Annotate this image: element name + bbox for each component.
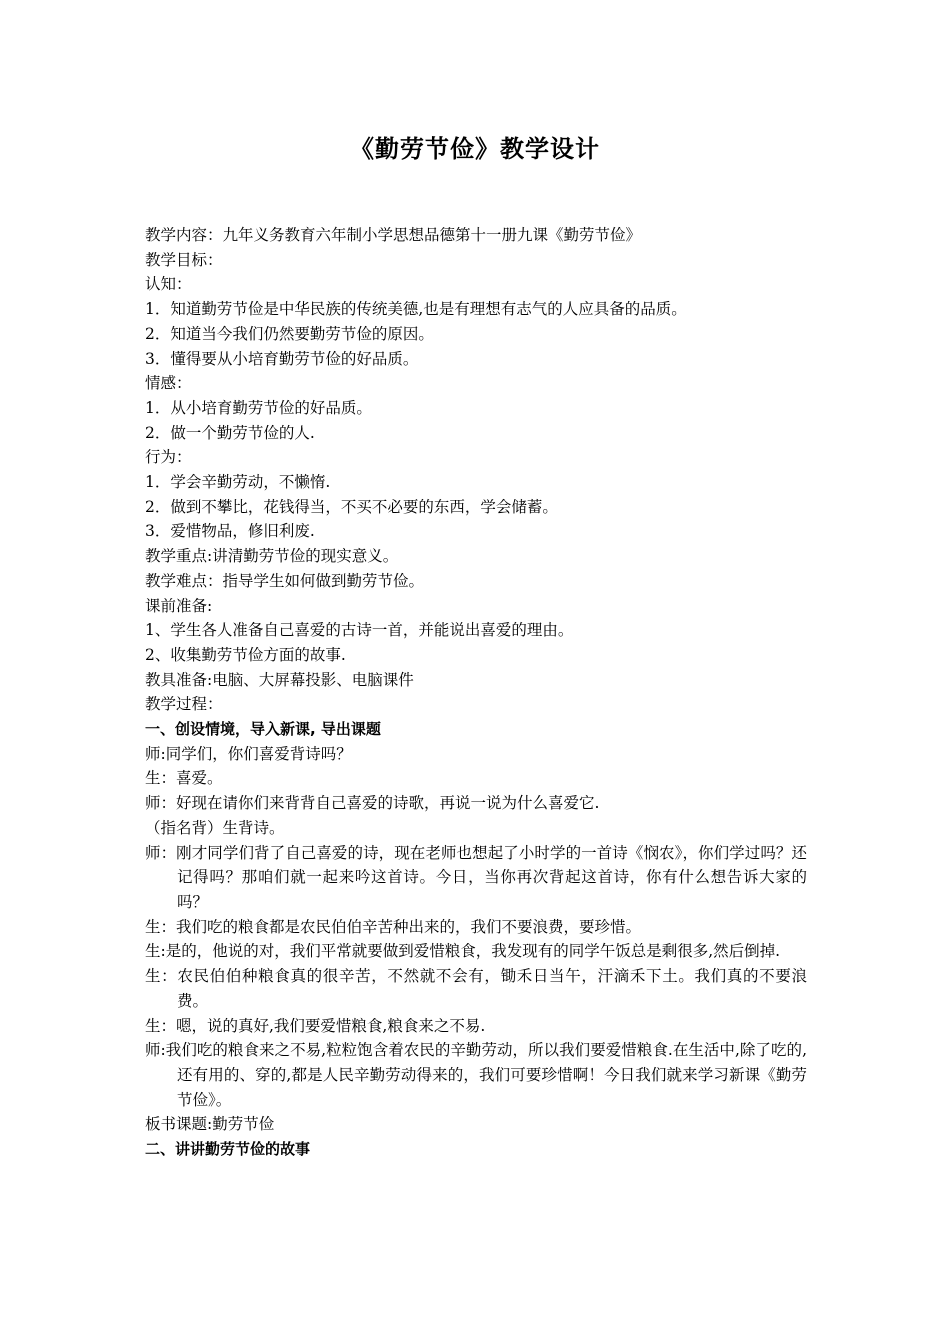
body-line: （指名背）生背诗。	[145, 818, 285, 837]
body-line: 生：嗯，说的真好,我们要爱惜粮食,粮食来之不易.	[145, 1016, 486, 1035]
body-line: 师：好现在请你们来背背自己喜爱的诗歌，再说一说为什么喜爱它.	[145, 794, 600, 813]
body-line: 生：我们吃的粮食都是农民伯伯辛苦种出来的，我们不要浪费，要珍惜。	[145, 917, 642, 936]
body-line: 2．做到不攀比，花钱得当，不买不必要的东西，学会储蓄。	[145, 497, 558, 516]
document-title: 《勤劳节俭》教学设计	[350, 135, 600, 163]
body-line: 板书课题:勤劳节俭	[145, 1115, 275, 1134]
document-body	[145, 223, 807, 1162]
body-line: 情感：	[145, 374, 192, 393]
body-line: 1．知道勤劳节俭是中华民族的传统美德,也是有理想有志气的人应具备的品质。	[145, 300, 687, 319]
body-line: 1．学会辛勤劳动，不懒惰.	[145, 473, 331, 492]
body-line: 认知：	[145, 275, 192, 294]
body-line: 教学内容：九年义务教育六年制小学思想品德第十一册九课《勤劳节俭》	[145, 226, 642, 244]
body-line: 行为：	[145, 448, 192, 467]
body-line: 1．从小培育勤劳节俭的好品质。	[145, 398, 372, 417]
body-line: 课前准备:	[145, 596, 213, 615]
body-line: 3．爱惜物品，修旧利废.	[145, 522, 315, 541]
body-line: 教学目标：	[145, 250, 223, 269]
body-line: 2、收集勤劳节俭方面的故事.	[145, 645, 346, 664]
body-line: 教具准备:电脑、大屏幕投影、电脑课件	[145, 670, 414, 689]
section-heading: 二、讲讲勤劳节俭的故事	[145, 1140, 311, 1159]
body-line: 教学难点：指导学生如何做到勤劳节俭。	[145, 571, 425, 590]
section-heading: 一、创设情境，导入新课, 导出课题	[145, 720, 381, 739]
body-line: 1、学生各人准备自己喜爱的古诗一首，并能说出喜爱的理由。	[145, 621, 574, 640]
body-line: 2．做一个勤劳节俭的人.	[145, 423, 315, 442]
body-line: 生：农民伯伯种粮食真的很辛苦，不然就不会有，锄禾日当午，汗滴禾下土。我们真的不要浪费。	[145, 967, 807, 1010]
body-line: 师:同学们，你们喜爱背诗吗？	[145, 744, 352, 763]
body-line: 师:我们吃的粮食来之不易,粒粒饱含着农民的辛勤劳动，所以我们要爱惜粮食.在生活中,除了吃的,还有用的、穿的,都是人民辛勤劳动得来的，我们可要珍惜啊！今日我们就来学习新课《勤劳节俭》。	[145, 1041, 807, 1109]
body-line: 生:是的，他说的对，我们平常就要做到爱惜粮食，我发现有的同学午饭总是剩很多,然后倒掉.	[145, 942, 781, 961]
body-line: 师：刚才同学们背了自己喜爱的诗，现在老师也想起了小时学的一首诗《悯农》，你们学过吗？还记得吗？那咱们就一起来吟这首诗。今日，当你再次背起这首诗，你有什么想告诉大家的吗？	[145, 843, 807, 911]
body-line: 生：喜爱。	[145, 769, 223, 788]
body-line: 教学重点:讲清勤劳节俭的现实意义。	[145, 547, 399, 566]
body-line: 教学过程：	[145, 695, 223, 714]
body-line: 2．知道当今我们仍然要勤劳节俭的原因。	[145, 324, 434, 343]
body-line: 3．懂得要从小培育勤劳节俭的好品质。	[145, 349, 419, 368]
